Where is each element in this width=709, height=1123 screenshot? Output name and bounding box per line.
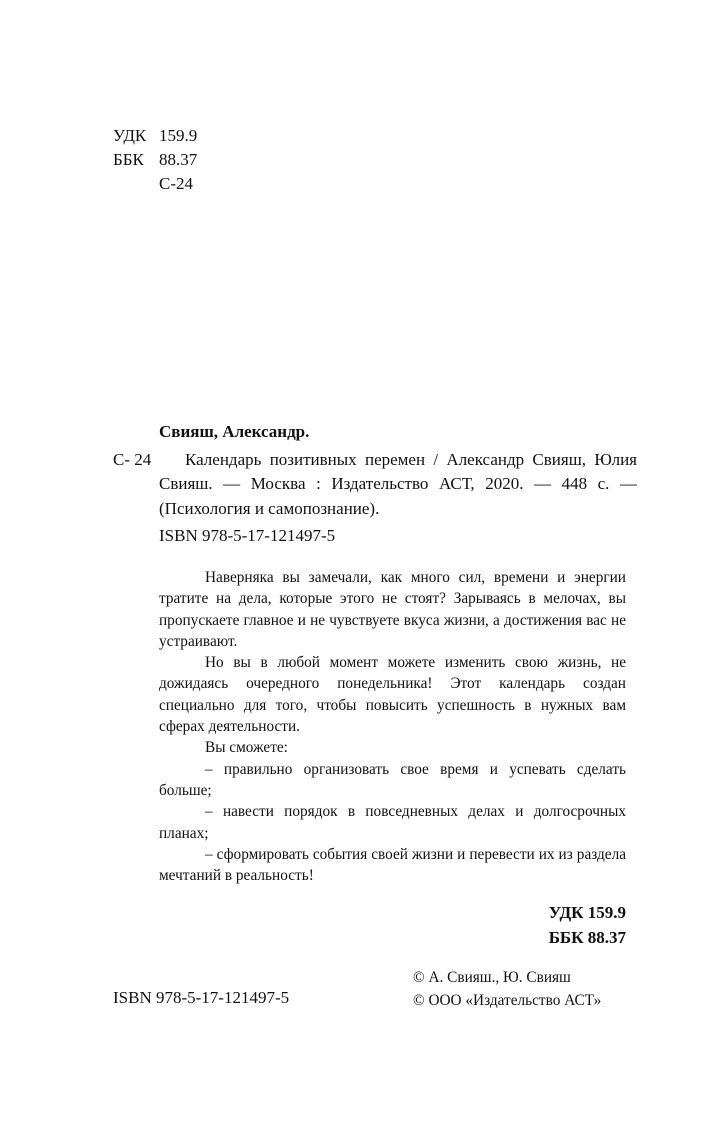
annotation-paragraph: Наверняка вы замечали, как много сил, времени и энергии тратите на дела, которые этого не стоят? Зарываясь в мелочах, вы пропускаете главное и не чувствуете вкуса жизни, а достижения вас не устраивают. [159,569,626,650]
udk-value: 159.9 [159,126,198,145]
author-mark: С-24 [159,174,193,193]
udk-row [113,124,197,148]
annotation-list-item: – правильно организовать свое время и успевать сделать больше; [159,760,626,799]
copyright-block [413,966,601,1012]
annotation-list-item: – навести порядок в повседневных делах и долгосрочных планах; [159,803,626,842]
author-mark-row [113,172,197,196]
catalog-author: Свияш, Александр. [159,422,310,441]
annotation-paragraph: Вы сможете: [205,739,288,757]
catalog-description: Календарь позитивных перемен / Александр Свияш, Юлия Свияш. — Москва : Издательство АСТ, 2020. — 448 с. — (Психология и самопознание). [159,449,637,518]
catalog-entry [113,448,637,522]
annotation [159,567,626,886]
footer-bbk: ББК 88.37 [548,928,626,947]
catalog-code: С- 24 [113,449,152,469]
annotation-paragraph: Но вы в любой момент можете изменить свою жизнь, не дожидаясь очередного понедельника! Этот календарь создан специально для того, чтобы повысить успешность в нужных вам сферах деятельности. [159,654,626,736]
bbk-value: 88.37 [159,150,198,169]
copyright-authors: © А. Свияш., Ю. Свияш [413,969,571,986]
footer-classification-codes [549,900,626,950]
catalog-record [113,420,637,549]
catalog-isbn: ISBN 978-5-17-121497-5 [159,526,336,545]
annotation-list-item: – сформировать события своей жизни и перевести их из раздела мечтаний в реальность! [159,845,626,885]
bbk-label: ББК [113,150,144,169]
copyright-publisher: © ООО «Издательство АСТ» [413,992,602,1009]
udk-label: УДК [113,126,147,145]
classification-codes [113,124,197,196]
footer-isbn: ISBN 978-5-17-121497-5 [113,988,290,1007]
bbk-row [113,148,197,172]
footer-udk: УДК 159.9 [548,903,626,922]
